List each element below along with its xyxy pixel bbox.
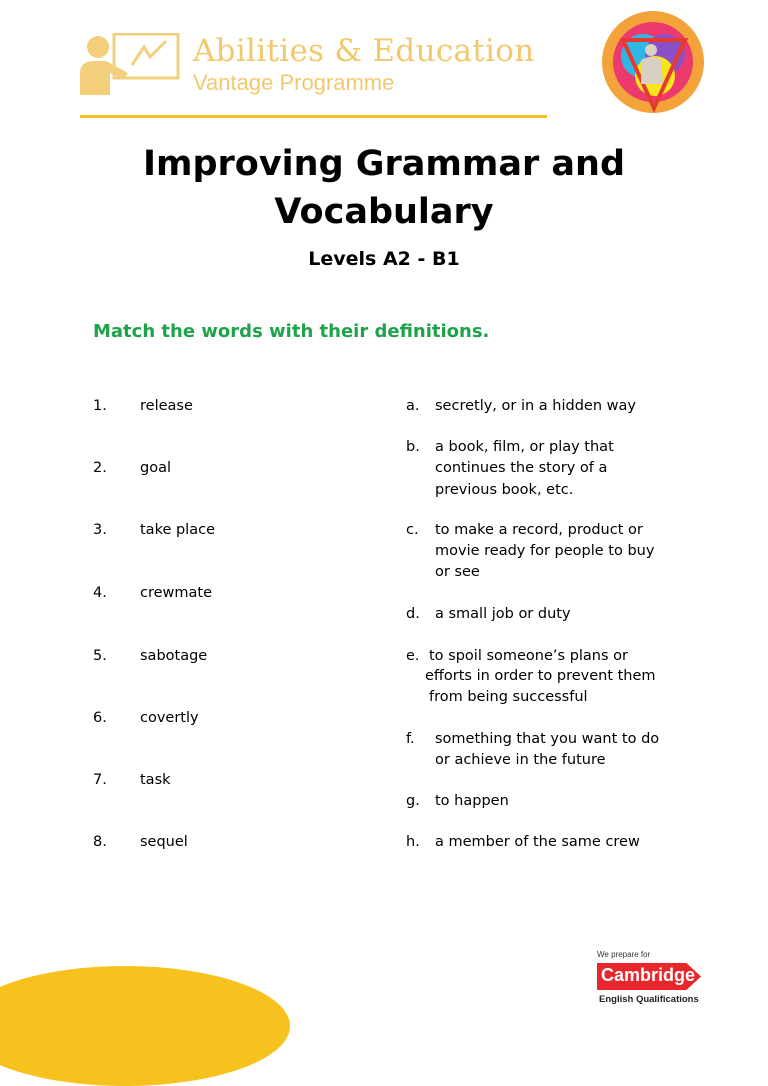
instruction-text: Match the words with their definitions. (93, 321, 490, 342)
definition-line: from being successful (429, 689, 588, 705)
word-number: 6. (93, 710, 107, 726)
org-name: Abilities & Education (193, 33, 535, 69)
definition-letter: a. (406, 398, 420, 414)
definition-line: continues the story of a (435, 460, 608, 476)
definition-line: efforts in order to prevent them (425, 668, 656, 684)
definition-line: or achieve in the future (435, 752, 606, 768)
definition-letter: c. (406, 522, 419, 538)
definition-line: to spoil someone’s plans or (429, 648, 628, 664)
word-number: 1. (93, 398, 107, 414)
definition-line: previous book, etc. (435, 482, 574, 498)
teacher-at-board-icon (78, 33, 180, 97)
definition-letter: e. (406, 648, 420, 664)
word-item: release (140, 398, 193, 414)
word-item: sequel (140, 834, 188, 850)
definition-line: to happen (435, 793, 509, 809)
cambridge-subtitle: English Qualifications (599, 994, 699, 1005)
word-item: take place (140, 522, 215, 538)
definition-letter: d. (406, 606, 420, 622)
definition-letter: b. (406, 439, 420, 455)
cambridge-logo (597, 950, 719, 1010)
word-number: 2. (93, 460, 107, 476)
definition-letter: h. (406, 834, 420, 850)
definition-line: to make a record, product or (435, 522, 643, 538)
header-divider (80, 115, 547, 118)
word-item: goal (140, 460, 171, 476)
word-number: 3. (93, 522, 107, 538)
level-subtitle: Levels A2 - B1 (308, 248, 460, 270)
definition-line: movie ready for people to buy (435, 543, 655, 559)
definition-line: a book, film, or play that (435, 439, 614, 455)
word-item: crewmate (140, 585, 213, 601)
definition-line: something that you want to do (435, 731, 660, 747)
definition-line: a small job or duty (435, 606, 571, 622)
yellow-corner-arc (0, 966, 290, 1086)
cambridge-tagline: We prepare for (597, 950, 651, 959)
definition-letter: g. (406, 793, 420, 809)
word-item: sabotage (140, 648, 208, 664)
word-number: 8. (93, 834, 107, 850)
definition-line: secretly, or in a hidden way (435, 398, 636, 414)
definition-line: a member of the same crew (435, 834, 640, 850)
cambridge-label: Cambridge (601, 965, 696, 985)
definition-letter: f. (406, 731, 415, 747)
word-number: 4. (93, 585, 107, 601)
colorful-circle-emblem (597, 10, 709, 114)
word-item: task (140, 772, 171, 788)
word-item: covertly (140, 710, 199, 726)
word-number: 7. (93, 772, 107, 788)
page-title (0, 140, 768, 236)
title-line-1: Improving Grammar and (142, 144, 626, 184)
word-number: 5. (93, 648, 107, 664)
title-line-2: Vocabulary (274, 192, 494, 232)
programme-name: Vantage Programme (193, 70, 395, 95)
definition-line: or see (435, 564, 480, 580)
